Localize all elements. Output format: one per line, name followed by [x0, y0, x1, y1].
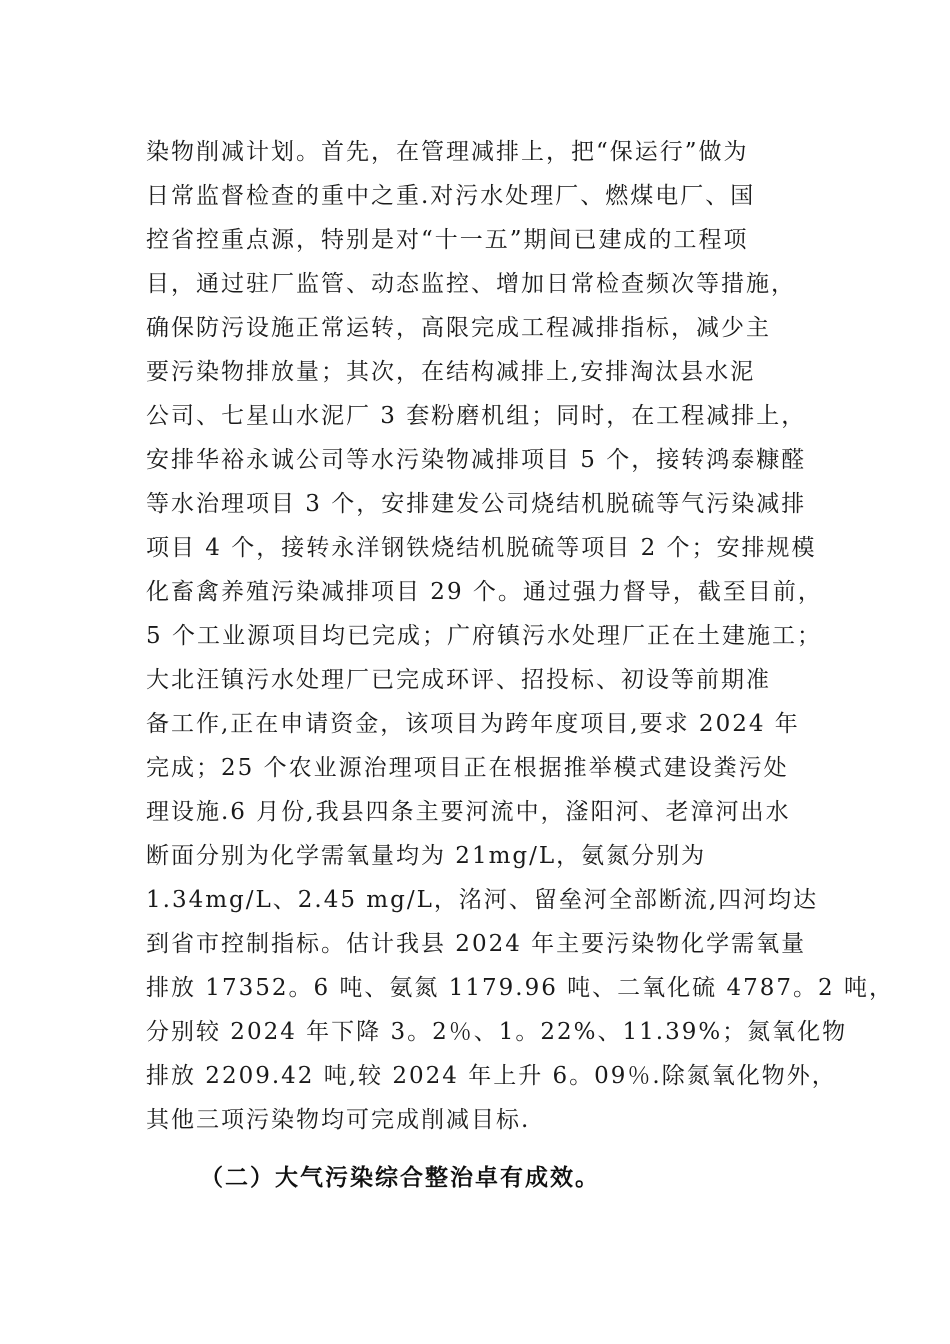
paragraph-line: 完成；25 个农业源治理项目正在根据推举模式建设粪污处 — [146, 755, 789, 781]
paragraph-line: 确保防污设施正常运转，高限完成工程减排指标，减少主 — [146, 315, 771, 341]
paragraph-line: 1.34mg/L、2.45 mg/L，洺河、留垒河全部断流,四河均达 — [146, 887, 819, 913]
paragraph-line: 排放 17352。6 吨、氨氮 1179.96 吨、二氧化硫 4787。2 吨， — [146, 975, 894, 1001]
paragraph-line: 理设施.6 月份,我县四条主要河流中，滏阳河、老漳河出水 — [146, 799, 791, 825]
paragraph-line: 排放 2209.42 吨,较 2024 年上升 6。09％.除氮氧化物外， — [146, 1063, 837, 1089]
paragraph-line: 安排华裕永诚公司等水污染物减排项目 5 个，接转鸿泰糠醛 — [146, 447, 807, 473]
paragraph-line: 控省控重点源，特别是对“十一五”期间已建成的工程项 — [146, 227, 749, 253]
paragraph-line: 目，通过驻厂监管、动态监控、增加日常检查频次等措施， — [146, 271, 796, 297]
body-paragraph — [146, 130, 894, 1142]
paragraph-line: 项目 4 个，接转永洋钢铁烧结机脱硫等项目 2 个；安排规模 — [146, 535, 817, 561]
paragraph-line: 到省市控制指标。估计我县 2024 年主要污染物化学需氧量 — [146, 931, 807, 957]
paragraph-line: 等水治理项目 3 个，安排建发公司烧结机脱硫等气污染减排 — [146, 491, 807, 517]
paragraph-line: 其他三项污染物均可完成削减目标. — [146, 1107, 531, 1133]
paragraph-line: 大北汪镇污水处理厂已完成环评、招投标、初设等前期准 — [146, 667, 771, 693]
paragraph-line: 断面分别为化学需氧量均为 21mg/L，氨氮分别为 — [146, 843, 707, 869]
paragraph-line: 5 个工业源项目均已完成；广府镇污水处理厂正在土建施工； — [146, 623, 822, 649]
paragraph-line: 化畜禽养殖污染减排项目 29 个。通过强力督导，截至目前， — [146, 579, 823, 605]
paragraph-line: 日常监督检查的重中之重.对污水处理厂、燃煤电厂、国 — [146, 183, 756, 209]
paragraph-line: 分别较 2024 年下降 3。2％、1。22%、11.39%；氮氧化物 — [146, 1019, 848, 1045]
paragraph-line: 染物削减计划。首先，在管理减排上，把“保运行”做为 — [146, 139, 749, 165]
paragraph-line: 公司、七星山水泥厂 3 套粉磨机组；同时，在工程减排上， — [146, 403, 807, 429]
paragraph-line: 备工作,正在申请资金，该项目为跨年度项目,要求 2024 年 — [146, 711, 800, 737]
paragraph-line: 要污染物排放量；其次，在结构减排上,安排淘汰县水泥 — [146, 359, 756, 385]
section-heading: （二）大气污染综合整治卓有成效。 — [200, 1165, 600, 1191]
